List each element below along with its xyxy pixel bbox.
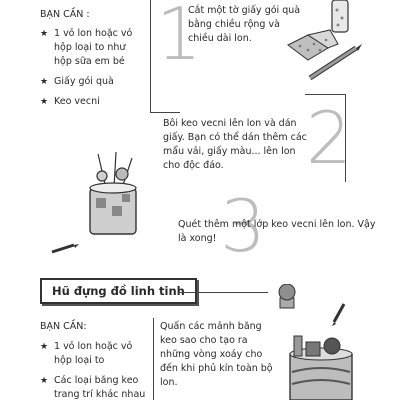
list-item: ★ Keo vecni	[40, 96, 100, 107]
step-text-1: Cắt một tờ giấy gói quà bằng chiều rộng và chiều dài lon.	[188, 5, 301, 44]
divider-horizontal	[178, 292, 268, 293]
materials-list-1	[40, 27, 140, 115]
step-number-1: 1	[156, 0, 202, 76]
star-icon: ★	[40, 97, 49, 107]
step-number-3: 3	[220, 184, 266, 268]
pencil-icon	[50, 242, 80, 256]
step-number-2: 2	[306, 96, 352, 180]
step-text-section2: Quấn các mảnh băng keo sao cho tạo ra những vòng xoáy cho đến khi phủ kín toàn bộ lon.	[160, 321, 273, 388]
bottle-icon	[332, 0, 348, 32]
divider-horizontal	[305, 94, 345, 95]
divider-vertical	[150, 0, 151, 112]
star-icon: ★	[40, 342, 49, 352]
divider-vertical	[153, 318, 154, 400]
cactus-icon	[279, 284, 295, 308]
step-text-2: Bôi keo vecni lên lon và dán giấy. Bạn có thể dán thêm các mẩu vải, giấy màu... lên lon cho độc đáo.	[163, 118, 307, 171]
list-item: ★ 1 vỏ lon hoặc vỏ hộp loại to như hộp sữa em bé	[40, 28, 133, 67]
section-title: Hũ đựng đồ linh tinh	[40, 278, 197, 304]
paper-icon	[288, 30, 338, 60]
pencil-icon	[332, 304, 344, 326]
star-icon: ★	[40, 29, 49, 39]
list-item: ★ Các loại băng keo trang trí khác nhau	[40, 375, 146, 400]
storage-jar-illustration	[272, 284, 400, 400]
star-icon: ★	[40, 77, 49, 87]
list-item: ★ Giấy gói quà	[40, 76, 114, 87]
divider-horizontal	[150, 112, 180, 113]
jar-icon	[290, 336, 352, 400]
step-text-3: Quét thêm một lớp keo vecni lên lon. Vậy là xong!	[178, 219, 376, 244]
star-icon: ★	[40, 376, 49, 386]
materials-list-2	[40, 340, 150, 408]
list-item: ★ 1 vỏ lon hoặc vỏ hộp loại to	[40, 341, 133, 366]
need-label-1: BẠN CẦN :	[40, 9, 90, 20]
need-label-2: BẠN CẦN:	[40, 321, 87, 332]
pen-holder-illustration	[78, 150, 148, 240]
wrapping-paper-illustration	[280, 0, 400, 90]
